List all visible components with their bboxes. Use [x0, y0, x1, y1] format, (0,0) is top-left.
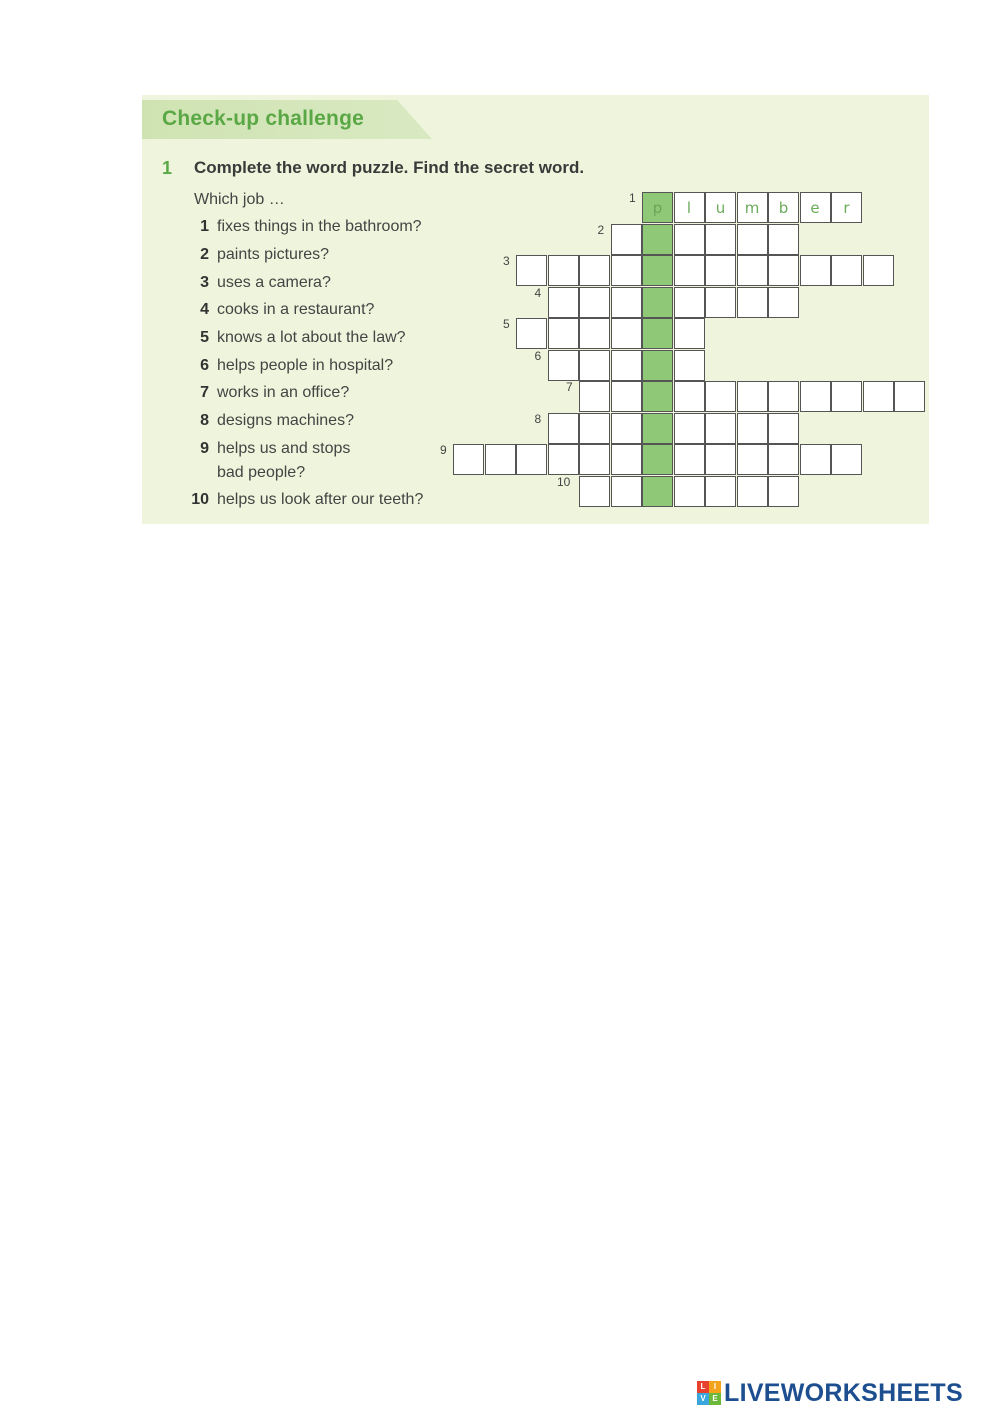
crossword-cell[interactable]	[674, 318, 705, 349]
crossword-cell[interactable]	[485, 444, 516, 475]
crossword-cell[interactable]	[768, 413, 799, 444]
clue-item	[200, 215, 422, 239]
clue-text: cooks in a restaurant?	[217, 301, 375, 318]
clue-number: 1	[200, 218, 209, 235]
crossword-cell[interactable]	[548, 413, 579, 444]
secret-word-cell[interactable]	[642, 224, 673, 255]
worksheet-panel	[142, 95, 929, 524]
row-number: 4	[534, 285, 542, 300]
secret-word-cell[interactable]: p	[642, 192, 673, 223]
crossword-cell[interactable]	[705, 224, 736, 255]
clue-item	[191, 488, 424, 512]
logo-letter: V	[697, 1393, 709, 1405]
logo-letter: E	[709, 1393, 721, 1405]
crossword-cell[interactable]	[800, 444, 831, 475]
crossword-cell[interactable]	[705, 255, 736, 286]
crossword-cell[interactable]	[611, 413, 642, 444]
clue-number: 2	[200, 246, 209, 263]
row-number: 7	[566, 380, 573, 394]
row-number: 3	[503, 254, 510, 268]
crossword-cell[interactable]	[579, 318, 610, 349]
exercise-number: 1	[162, 158, 173, 178]
crossword-cell[interactable]	[611, 224, 642, 255]
clue-text: works in an office?	[217, 384, 350, 401]
crossword-cell[interactable]	[548, 318, 579, 349]
crossword-cell[interactable]	[674, 476, 705, 507]
crossword-cell[interactable]	[705, 476, 736, 507]
crossword-cell[interactable]	[768, 381, 799, 412]
crossword-cell[interactable]	[737, 287, 768, 318]
crossword-cell[interactable]	[611, 381, 642, 412]
crossword-cell[interactable]	[548, 287, 579, 318]
crossword-cell[interactable]	[831, 255, 862, 286]
crossword-cell[interactable]	[516, 444, 547, 475]
liveworksheets-brand	[697, 1379, 963, 1407]
row-number: 10	[557, 474, 571, 489]
crossword-cell[interactable]	[737, 381, 768, 412]
crossword-cell[interactable]	[800, 255, 831, 286]
clue-item	[200, 298, 375, 322]
crossword-cell[interactable]	[831, 444, 862, 475]
crossword-cell[interactable]	[863, 255, 894, 286]
crossword-cell[interactable]	[674, 413, 705, 444]
crossword-cell[interactable]	[611, 318, 642, 349]
clue-number: 9	[200, 440, 209, 457]
crossword-cell[interactable]: m	[737, 192, 768, 223]
secret-word-cell[interactable]	[642, 381, 673, 412]
crossword-cell[interactable]	[611, 350, 642, 381]
secret-word-cell[interactable]	[642, 255, 673, 286]
secret-word-cell[interactable]	[642, 444, 673, 475]
crossword-cell[interactable]	[863, 381, 894, 412]
clue-text: paints pictures?	[217, 246, 330, 263]
clue-item	[200, 354, 394, 378]
clue-item	[200, 437, 351, 485]
crossword-cell[interactable]	[674, 255, 705, 286]
clue-text: helps us and stops	[217, 440, 351, 457]
clue-number: 5	[200, 329, 209, 346]
section-title: Check-up challenge	[162, 107, 364, 130]
crossword-cell[interactable]	[737, 255, 768, 286]
crossword-cell[interactable]	[548, 444, 579, 475]
logo-letter: L	[697, 1381, 709, 1393]
secret-word-cell[interactable]	[642, 413, 673, 444]
crossword-cell[interactable]	[548, 255, 579, 286]
crossword-cell[interactable]	[611, 444, 642, 475]
clue-lead-in: Which job …	[194, 191, 285, 208]
crossword-cell[interactable]	[705, 381, 736, 412]
crossword-cell[interactable]	[674, 444, 705, 475]
clue-number: 3	[200, 274, 209, 291]
row-number: 1	[629, 191, 636, 205]
crossword-cell[interactable]	[831, 381, 862, 412]
brand-name: LIVEWORKSHEETS	[724, 1378, 963, 1407]
crossword-cell[interactable]	[737, 444, 768, 475]
clue-item	[200, 271, 331, 295]
crossword-cell[interactable]	[579, 476, 610, 507]
secret-word-cell[interactable]	[642, 476, 673, 507]
exercise-instruction: Complete the word puzzle. Find the secret word.	[194, 158, 585, 177]
clue-item	[200, 381, 350, 405]
row-number: 8	[534, 411, 542, 426]
crossword-cell[interactable]	[768, 444, 799, 475]
crossword-cell[interactable]: u	[705, 192, 736, 223]
row-number: 9	[440, 443, 447, 457]
crossword-cell[interactable]	[737, 476, 768, 507]
liveworksheets-logo-icon	[697, 1381, 721, 1405]
clue-number: 4	[200, 301, 209, 318]
clue-text: fixes things in the bathroom?	[217, 218, 422, 235]
crossword-cell[interactable]	[579, 255, 610, 286]
crossword-cell[interactable]	[674, 224, 705, 255]
clue-text: helps us look after our teeth?	[217, 491, 424, 508]
crossword-cell[interactable]	[894, 381, 925, 412]
crossword-cell[interactable]	[800, 381, 831, 412]
row-number: 5	[503, 317, 510, 331]
crossword-cell[interactable]	[579, 287, 610, 318]
crossword-cell[interactable]	[516, 318, 547, 349]
crossword-cell[interactable]	[579, 413, 610, 444]
clue-item	[200, 326, 406, 350]
secret-word-cell[interactable]	[642, 287, 673, 318]
crossword-cell[interactable]	[768, 476, 799, 507]
crossword-cell[interactable]	[737, 413, 768, 444]
crossword-cell[interactable]	[453, 444, 484, 475]
crossword-cell[interactable]	[611, 287, 642, 318]
crossword-cell[interactable]	[611, 255, 642, 286]
clue-number: 10	[191, 491, 209, 508]
crossword-cell[interactable]	[579, 381, 610, 412]
crossword-cell[interactable]	[705, 444, 736, 475]
clue-text-continued: bad people?	[217, 464, 306, 481]
crossword-cell[interactable]: r	[831, 192, 862, 223]
crossword-cell[interactable]	[674, 381, 705, 412]
crossword-cell[interactable]: b	[768, 192, 799, 223]
crossword-cell[interactable]	[768, 255, 799, 286]
crossword-cell[interactable]	[768, 224, 799, 255]
crossword-cell[interactable]	[579, 350, 610, 381]
crossword-cell[interactable]	[548, 350, 579, 381]
clue-number: 8	[200, 412, 209, 429]
row-number: 6	[534, 348, 542, 363]
clue-text: knows a lot about the law?	[217, 329, 406, 346]
crossword-cell[interactable]	[674, 350, 705, 381]
clue-text: uses a camera?	[217, 274, 331, 291]
crossword-cell[interactable]	[705, 413, 736, 444]
logo-letter: I	[709, 1381, 721, 1393]
clue-number: 6	[200, 357, 209, 374]
secret-word-cell[interactable]	[642, 318, 673, 349]
crossword-cell[interactable]	[768, 287, 799, 318]
crossword-cell[interactable]: e	[800, 192, 831, 223]
secret-word-cell[interactable]	[642, 350, 673, 381]
crossword-cell[interactable]	[611, 476, 642, 507]
clue-item	[200, 409, 354, 433]
crossword-cell[interactable]	[516, 255, 547, 286]
crossword-cell[interactable]	[579, 444, 610, 475]
crossword-cell[interactable]	[737, 224, 768, 255]
crossword-cell[interactable]: l	[674, 192, 705, 223]
clue-item	[200, 243, 330, 267]
clue-text: designs machines?	[217, 412, 354, 429]
clue-number: 7	[200, 384, 209, 401]
clue-text: helps people in hospital?	[217, 357, 394, 374]
row-number: 2	[597, 222, 605, 237]
crossword-cell[interactable]	[705, 287, 736, 318]
crossword-cell[interactable]	[674, 287, 705, 318]
